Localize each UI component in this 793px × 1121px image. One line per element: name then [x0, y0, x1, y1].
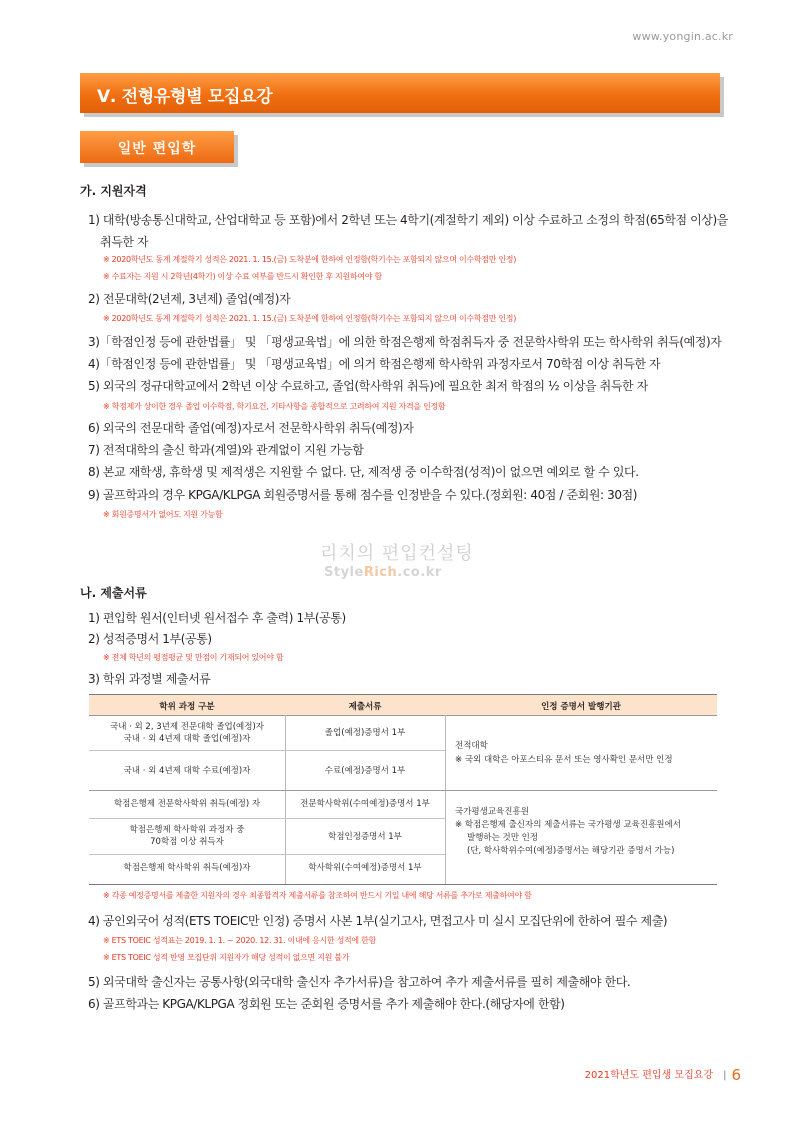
- documents-item-5: 5) 외국대학 출신자는 공통사항(외국대학 출신자 추가서류)을 참고하여 추가 제출서류를 필히 제출해야 한다.: [88, 975, 631, 989]
- table-row: 학점은행제 학사학위 과정자 중 70학점 이상 취득자: [129, 825, 245, 847]
- eligibility-note: ※ 학점제가 상이한 경우 졸업 이수학점, 학기요건, 기타사항을 종합적으로 고려하여 지원 자격을 인정함: [103, 402, 446, 411]
- table-divider: [89, 790, 717, 791]
- footer-title: 2021학년도 편입생 모집요강: [584, 1070, 714, 1081]
- section-title: Ⅴ. 전형유형별 모집요강: [97, 87, 273, 107]
- eligibility-item-4: 4)「학점인정 등에 관한법률」 및 「평생교육법」에 의거 학점은행제 학사학위 과정자로서 70학점 이상 취득한 자: [88, 357, 661, 371]
- table-row: 학점은행제 학사학위 취득(예정)자: [123, 863, 251, 873]
- table-header-cell: 학위 과정 구분: [159, 702, 215, 712]
- eligibility-note: ※ 2020학년도 동계 계절학기 성적은 2021. 1. 15.(금) 도착분에 한하여 인정함(학기수는 포함되지 않으며 이수학점만 인정): [103, 255, 517, 264]
- eligibility-note: ※ 2020학년도 동계 계절학기 성적은 2021. 1. 15.(금) 도착분에 한하여 인정함(학기수는 포함되지 않으며 이수학점만 인정): [103, 314, 517, 323]
- table-row: 국내 · 외 4년제 대학 수료(예정)자: [123, 766, 251, 776]
- eligibility-heading: 가. 지원자격: [80, 184, 147, 198]
- documents-item-6: 6) 골프학과는 KPGA/KLPGA 정회원 또는 준회원 증명서를 추가 제출해야 한다.(해당자에 한함): [88, 997, 565, 1011]
- subsection-banner: [80, 131, 234, 163]
- table-divider: [89, 884, 717, 885]
- table-divider: [89, 854, 445, 855]
- eligibility-item-6: 6) 외국의 전문대학 졸업(예정)자로서 전문학사학위 취득(예정)자: [88, 421, 414, 435]
- table-row: 국내 · 외 2, 3년제 전문대학 졸업(예정)자 국내 · 외 4년제 대학 졸업(예정)자: [109, 722, 265, 744]
- eligibility-item-7: 7) 전적대학의 출신 학과(계열)와 관계없이 지원 가능함: [88, 443, 364, 457]
- documents-heading: 나. 제출서류: [80, 586, 147, 600]
- page-number: 6: [731, 1066, 741, 1084]
- eligibility-item-2: 2) 전문대학(2년제, 3년제) 졸업(예정)자: [88, 292, 291, 306]
- documents-table: [89, 694, 717, 885]
- watermark-text: 리치의 편입컨설팅: [320, 543, 474, 564]
- documents-item-1: 1) 편입학 원서(인터넷 원서접수 후 출력) 1부(공통): [88, 611, 346, 625]
- eligibility-item-9: 9) 골프학과의 경우 KPGA/KLPGA 회원증명서를 통해 점수를 인정받을 수 있다.(정회원: 40점 / 준회원: 30점): [88, 488, 638, 502]
- table-header-cell: 제출서류: [348, 702, 382, 712]
- subsection-title: 일반 편입학: [117, 141, 197, 157]
- eligibility-item-3: 3)「학점인정 등에 관한법률」 및 「평생교육법」에 의한 학점은행제 학점취득자 중 전문학사학위 또는 학사학위 취득(예정)자: [88, 335, 722, 349]
- documents-item-4: 4) 공인외국어 성적(ETS TOEIC만 인정) 증명서 사본 1부(실기고사, 면접고사 미 실시 모집단위에 한하여 필수 제출): [88, 914, 668, 928]
- eligibility-note: ※ 회원증명서가 없어도 지원 가능함: [103, 510, 223, 519]
- table-header-cell: 인정 증명서 발행기관: [541, 702, 621, 712]
- watermark-url: StyleRich.co.kr: [324, 565, 442, 580]
- table-divider: [445, 715, 446, 885]
- eligibility-note: ※ 수료자는 지원 시 2학년(4학기) 이상 수료 여부를 반드시 확인한 후 지원하여야 함: [103, 272, 382, 281]
- eligibility-item-1-cont: 취득한 자: [100, 235, 149, 249]
- site-url[interactable]: www.yongin.ac.kr: [632, 30, 733, 43]
- issuer-cell: 국가평생교육진흥원 ※ 학점은행제 출신자의 제출서류는 국가평생 교육진흥원에서 발행하는 것만 인정 (단, 학사학위수여(예정)증명서는 해당기관 증명서 가능): [455, 807, 681, 856]
- documents-note: ※ 전체 학년의 평점평균 및 만점이 기재되어 있어야 함: [103, 653, 284, 662]
- documents-note: ※ ETS TOEIC 성적 반영 모집단위 지원자가 해당 성적이 없으면 지원 불가: [103, 953, 350, 962]
- eligibility-item-8: 8) 본교 재학생, 휴학생 및 제적생은 지원할 수 없다. 단, 제적생 중 이수학점(성적)이 없으면 예외로 할 수 있다.: [88, 465, 639, 479]
- documents-item-2: 2) 성적증명서 1부(공통): [88, 632, 212, 646]
- eligibility-item-1: 1) 대학(방송통신대학교, 산업대학교 등 포함)에서 2학년 또는 4학기(계절학기 제외) 이상 수료하고 소정의 학점(65학점 이상)을: [88, 213, 728, 227]
- table-cell: 학점인정증명서 1부: [328, 832, 402, 842]
- table-cell: 수료(예정)증명서 1부: [324, 766, 406, 776]
- table-row: 학점은행제 전문학사학위 취득(예정) 자: [113, 799, 261, 809]
- section-banner: [80, 73, 720, 113]
- table-cell: 전문학사학위(수여예정)증명서 1부: [300, 799, 430, 809]
- issuer-cell: 전적대학 ※ 국외 대학은 아포스티유 문서 또는 영사확인 문서만 인정: [455, 741, 673, 765]
- table-divider: [89, 750, 445, 751]
- table-cell: 학사학위(수여예정)증명서 1부: [308, 863, 422, 873]
- documents-item-3: 3) 학위 과정별 제출서류: [88, 672, 211, 686]
- page-footer: 2021학년도 편입생 모집요강 | 6: [584, 1066, 741, 1084]
- table-header: [89, 694, 717, 716]
- table-cell: 졸업(예정)증명서 1부: [324, 728, 406, 738]
- table-divider: [89, 818, 445, 819]
- table-note: ※ 각종 예정증명서를 제출한 지원자의 경우 최종합격자 제출서류를 참조하여 반드시 기일 내에 해당 서류를 추가로 제출하여야 함: [103, 891, 532, 900]
- documents-note: ※ ETS TOEIC 성적표는 2019. 1. 1. ~ 2020. 12. 31. 이내에 응시한 성적에 한함: [103, 936, 376, 945]
- eligibility-item-5: 5) 외국의 정규대학교에서 2학년 이상 수료하고, 졸업(학사학위 취득)에 필요한 최저 학점의 ½ 이상을 취득한 자: [88, 379, 648, 393]
